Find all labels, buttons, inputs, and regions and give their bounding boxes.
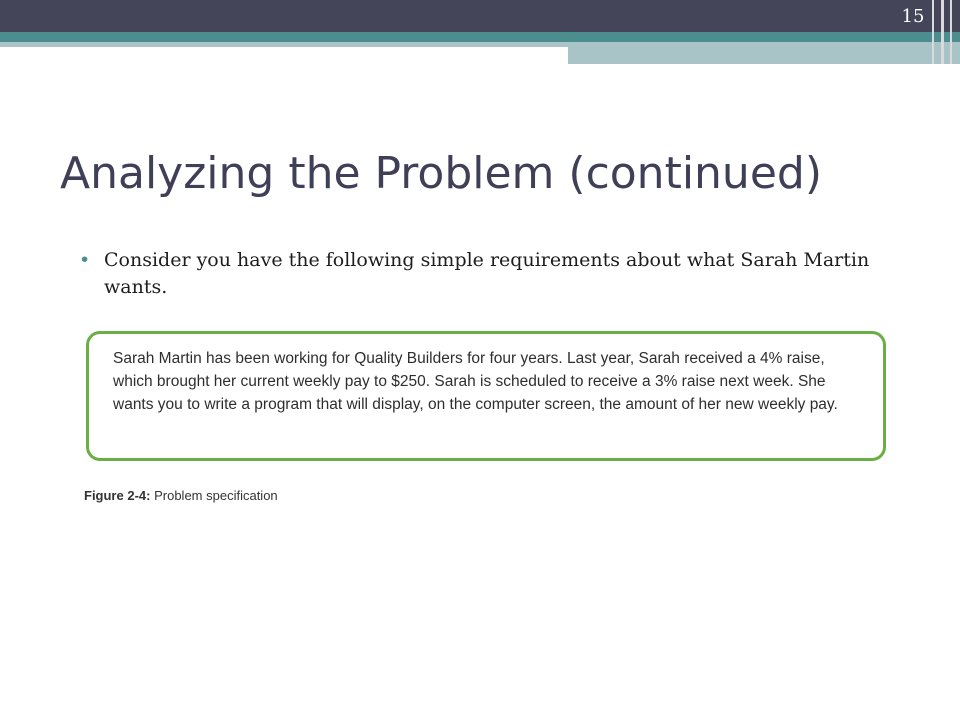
header-divider-line	[941, 0, 944, 64]
problem-specification-text: Sarah Martin has been working for Quality Builders for four years. Last year, Sarah received a 4% raise, which brought her current weekly pay to $250. Sarah is scheduled to receive a 3% raise next week. She wants you to write a program that will display, on the computer screen, the amount of her new weekly pay.	[113, 350, 838, 413]
bullet-text: Consider you have the following simple requirements about what Sarah Martin wants.	[104, 249, 870, 298]
slide-number: 15	[901, 6, 925, 27]
bullet-item	[74, 247, 894, 301]
bullet-list	[74, 247, 894, 301]
slide-title: Analyzing the Problem (continued)	[60, 148, 822, 199]
bullet-marker: •	[79, 249, 91, 271]
header-band-teal	[0, 32, 960, 42]
figure-caption-label: Figure 2-4:	[84, 488, 151, 503]
figure-caption-text: Problem specification	[154, 488, 278, 503]
header-band-light-strip	[0, 42, 568, 47]
figure-caption	[84, 488, 278, 503]
header-band-dark	[0, 0, 960, 32]
header-divider-line	[932, 0, 934, 64]
header-divider-line	[950, 0, 952, 64]
problem-specification-box	[86, 331, 886, 461]
header-band-light-block	[568, 42, 960, 64]
